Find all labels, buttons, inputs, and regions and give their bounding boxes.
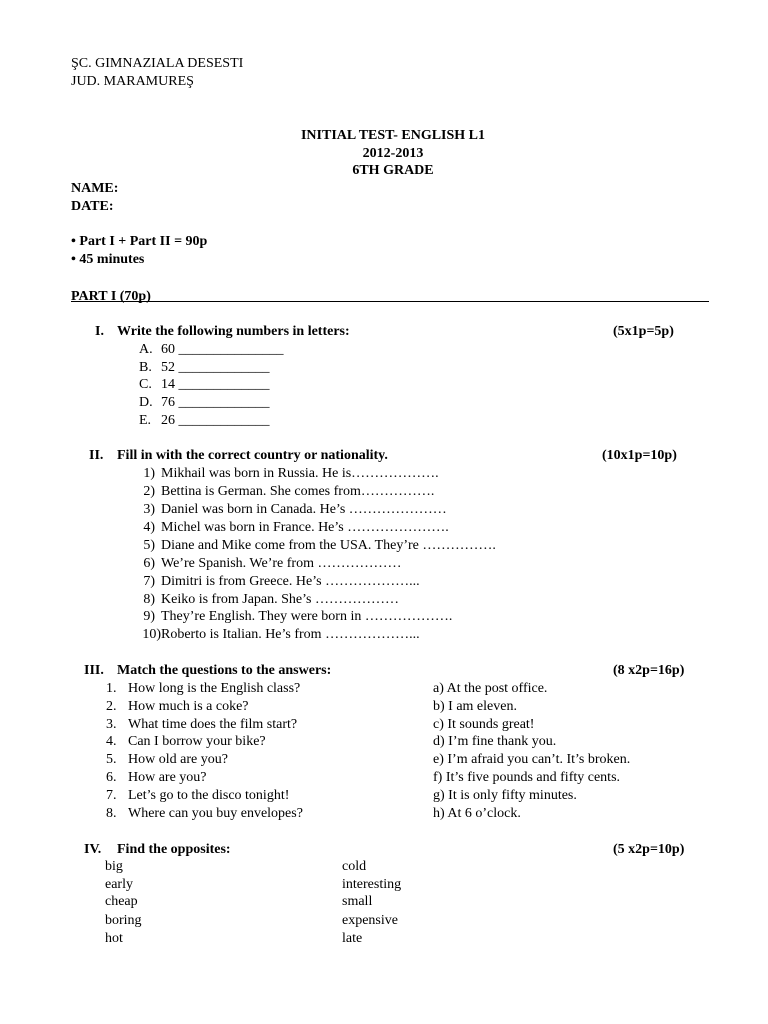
ex2-item: Bettina is German. She comes from……………. (161, 484, 435, 499)
ex3-question: Can I borrow your bike? (128, 734, 266, 749)
ex1-item-marker: A. (139, 342, 153, 357)
ex2-item: Diane and Mike come from the USA. They’re ……………. (161, 538, 496, 553)
ex2-number: II. (89, 448, 104, 463)
school-county: JUD. MARAMUREŞ (71, 74, 194, 89)
ex4-word-left: cheap (105, 894, 138, 909)
ex2-item-marker: 3) (143, 502, 155, 517)
test-title: INITIAL TEST- ENGLISH L1 (300, 128, 486, 143)
ex1-item: 26 _____________ (161, 413, 270, 428)
ex3-question: Let’s go to the disco tonight! (128, 788, 290, 803)
ex2-item: Mikhail was born in Russia. He is………………. (161, 466, 439, 481)
ex3-question-marker: 7. (106, 788, 117, 803)
ex3-question-marker: 8. (106, 806, 117, 821)
ex2-item: Roberto is Italian. He’s from ………………... (161, 627, 420, 642)
ex2-item-marker: 5) (143, 538, 155, 553)
ex4-word-left: boring (105, 913, 142, 928)
ex3-question: Where can you buy envelopes? (128, 806, 303, 821)
ex2-item-marker: 4) (143, 520, 155, 535)
ex3-title: Match the questions to the answers: (117, 663, 332, 678)
ex1-score: (5x1p=5p) (613, 324, 674, 339)
ex3-question-marker: 5. (106, 752, 117, 767)
ex2-item: Michel was born in France. He’s …………………. (161, 520, 449, 535)
ex3-answer: d) I’m fine thank you. (433, 734, 557, 749)
ex3-question-marker: 2. (106, 699, 117, 714)
ex2-item-marker: 1) (143, 466, 155, 481)
ex2-item: Keiko is from Japan. She’s ……………… (161, 592, 399, 607)
ex4-word-left: big (105, 859, 123, 874)
ex3-question: How long is the English class? (128, 681, 301, 696)
ex1-item-marker: B. (139, 360, 152, 375)
ex2-item: They’re English. They were born in ………………. (161, 609, 453, 624)
ex1-item-marker: C. (139, 377, 152, 392)
ex3-question-marker: 4. (106, 734, 117, 749)
ex4-word-left: hot (105, 931, 123, 946)
ex4-word-right: interesting (342, 877, 402, 892)
ex2-item-marker: 9) (143, 609, 155, 624)
ex1-item: 52 _____________ (161, 360, 270, 375)
part1-underline (71, 301, 709, 302)
ex1-item-marker: D. (139, 395, 153, 410)
ex3-question: How much is a coke? (128, 699, 249, 714)
ex3-answer: h) At 6 o’clock. (433, 806, 521, 821)
school-year: 2012-2013 (362, 146, 424, 161)
ex2-score: (10x1p=10p) (602, 448, 677, 463)
ex3-answer: a) At the post office. (433, 681, 548, 696)
ex1-item-marker: E. (139, 413, 152, 428)
part1-heading: PART I (70p) (71, 289, 151, 304)
time-info: • 45 minutes (71, 252, 145, 267)
ex1-item: 14 _____________ (161, 377, 270, 392)
ex4-word-right: cold (342, 859, 367, 874)
ex1-title: Write the following numbers in letters: (117, 324, 350, 339)
ex1-number: I. (95, 324, 104, 339)
ex3-answer: f) It’s five pounds and fifty cents. (433, 770, 621, 785)
ex4-title: Find the opposites: (117, 842, 231, 857)
ex4-score: (5 x2p=10p) (613, 842, 685, 857)
ex2-item-marker: 2) (143, 484, 155, 499)
ex3-answer: c) It sounds great! (433, 717, 535, 732)
ex3-number: III. (84, 663, 104, 678)
school-name: ŞC. GIMNAZIALA DESESTI (71, 56, 244, 71)
ex3-question-marker: 3. (106, 717, 117, 732)
ex2-item-marker: 6) (143, 556, 155, 571)
ex2-item: Dimitri is from Greece. He’s ………………... (161, 574, 420, 589)
ex4-word-right: late (342, 931, 363, 946)
ex1-item: 60 _______________ (161, 342, 284, 357)
ex3-question-marker: 6. (106, 770, 117, 785)
ex2-item: Daniel was born in Canada. He’s ………………… (161, 502, 447, 517)
ex3-answer: g) It is only fifty minutes. (433, 788, 577, 803)
ex2-item: We’re Spanish. We’re from ……………… (161, 556, 402, 571)
ex4-word-left: early (105, 877, 133, 892)
points-info: • Part I + Part II = 90p (71, 234, 208, 249)
ex3-score: (8 x2p=16p) (613, 663, 685, 678)
ex4-word-right: small (342, 894, 373, 909)
ex3-answer: b) I am eleven. (433, 699, 517, 714)
grade: 6TH GRADE (352, 163, 434, 178)
ex4-word-right: expensive (342, 913, 398, 928)
ex3-question: How are you? (128, 770, 207, 785)
ex3-answer: e) I’m afraid you can’t. It’s broken. (433, 752, 631, 767)
ex2-item-marker: 8) (143, 592, 155, 607)
ex2-title: Fill in with the correct country or nationality. (117, 448, 388, 463)
ex2-item-marker: 10) (142, 627, 161, 642)
ex2-item-marker: 7) (143, 574, 155, 589)
ex3-question: What time does the film start? (128, 717, 298, 732)
ex3-question-marker: 1. (106, 681, 117, 696)
ex3-question: How old are you? (128, 752, 228, 767)
ex4-number: IV. (84, 842, 102, 857)
date-field-label: DATE: (71, 199, 114, 214)
ex1-item: 76 _____________ (161, 395, 270, 410)
name-field-label: NAME: (71, 181, 119, 196)
